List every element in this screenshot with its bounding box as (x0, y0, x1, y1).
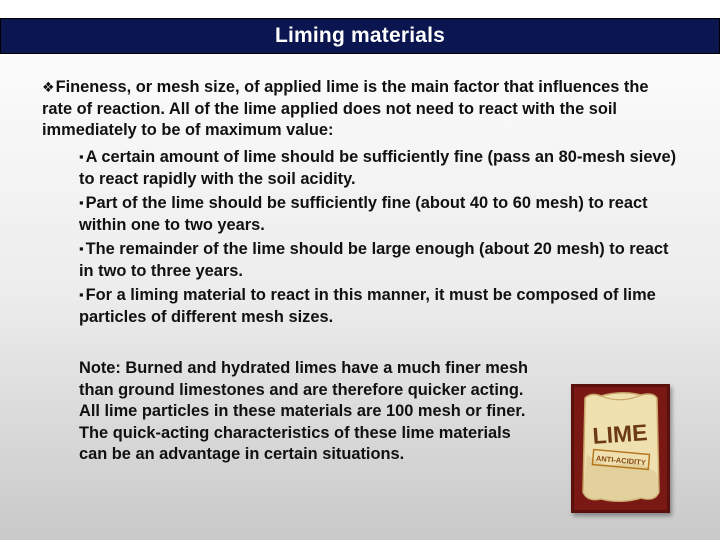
lime-bag-image (571, 384, 670, 513)
square-bullet-icon: ▪ (79, 287, 84, 302)
lime-bag-icon (571, 384, 670, 513)
intro-paragraph (42, 77, 682, 142)
diamond-bullet-icon: ❖ (42, 79, 55, 95)
intro-text: Fineness, or mesh size, of applied lime is the main factor that influences the rate of reaction. All of the lime applied does not need to react with the soil immediately to be of maximum value: (42, 78, 649, 139)
slide-title: Liming materials (274, 24, 446, 47)
bullet-item (79, 285, 679, 328)
square-bullet-icon: ▪ (79, 195, 84, 210)
bullet-text: The remainder of the lime should be large enough (about 20 mesh) to react in two to three years. (79, 240, 669, 280)
bag-label: LIME (591, 419, 649, 449)
title-bar (0, 18, 720, 54)
note-paragraph: Note: Burned and hydrated limes have a much finer mesh than ground limestones and are therefore quicker acting. All lime particles in these materials are 100 mesh or finer. The quick-acting characteristics of these lime materials can be an advantage in certain situations. (79, 359, 529, 464)
square-bullet-icon: ▪ (79, 241, 84, 256)
bullet-text: A certain amount of lime should be sufficiently fine (pass an 80-mesh sieve) to react rapidly with the soil acidity. (79, 148, 677, 188)
bullet-text: For a liming material to react in this manner, it must be composed of lime particles of different mesh sizes. (79, 286, 656, 326)
bag-sublabel: ANTI-ACIDITY (595, 453, 647, 468)
bullet-item (79, 147, 679, 190)
square-bullet-icon: ▪ (79, 149, 84, 164)
bullet-list (79, 147, 679, 331)
bullet-item (79, 193, 679, 236)
bullet-item (79, 239, 679, 282)
bullet-text: Part of the lime should be sufficiently fine (about 40 to 60 mesh) to react within one to two years. (79, 194, 648, 234)
